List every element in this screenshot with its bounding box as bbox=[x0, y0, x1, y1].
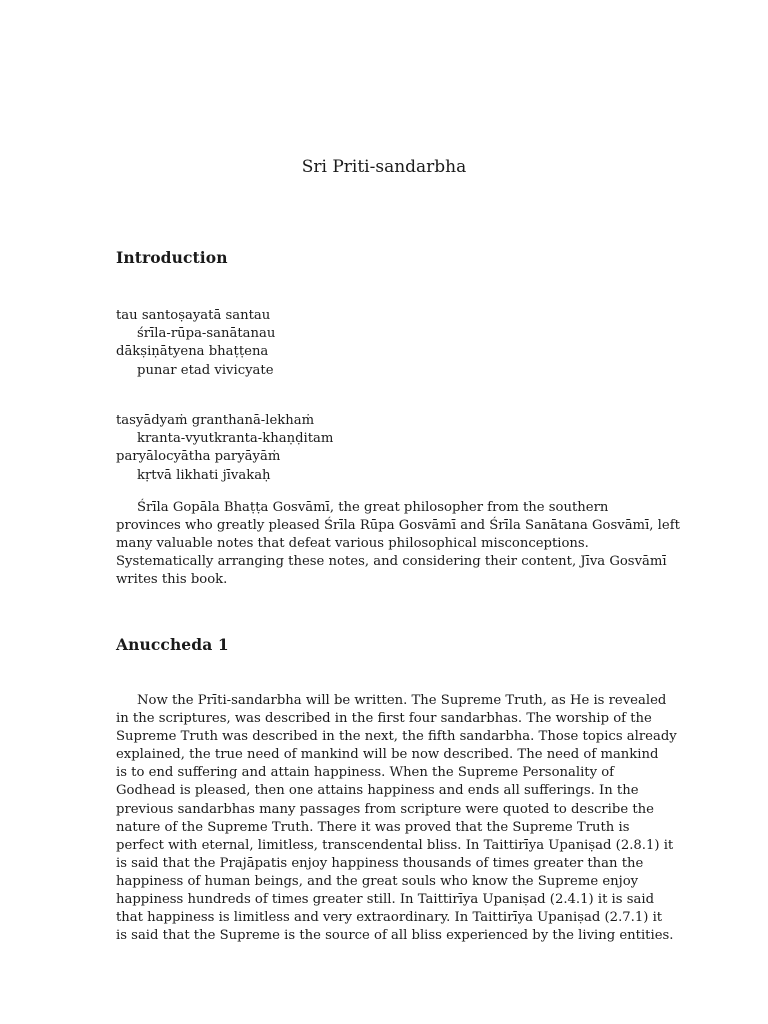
paragraph-line: previous sandarbhas many passages from scripture were quoted to describe the bbox=[116, 801, 654, 817]
verse-line: dākṣiṇātyena bhaṭṭena bbox=[116, 344, 269, 360]
verse-line: tau santoṣayatā santau bbox=[116, 308, 271, 323]
verse-line: paryālocyātha paryāyāṁ bbox=[116, 449, 281, 465]
paragraph-line: in the scriptures, was described in the first four sandarbhas. The worship of the bbox=[116, 711, 652, 727]
paragraph-line: Śrīla Gopāla Bhaṭṭa Gosvāmī, the great philosopher from the southern bbox=[137, 500, 609, 515]
introduction-heading: Introduction bbox=[116, 248, 228, 267]
anuccheda-1-heading: Anuccheda 1 bbox=[116, 635, 229, 654]
paragraph-line: Now the Prīti-sandarbha will be written. The Supreme Truth, as He is revealed bbox=[137, 693, 667, 708]
verse-line: tasyādyaṁ granthanā-lekhaṁ bbox=[116, 413, 315, 428]
paragraph-line: perfect with eternal, limitless, transcendental bliss. In Taittirīya Upaniṣad (2.8.1) it bbox=[116, 837, 674, 853]
paragraph-line: happiness hundreds of times greater still. In Taittirīya Upaniṣad (2.4.1) it is said bbox=[116, 892, 655, 908]
introduction-paragraph bbox=[116, 499, 680, 589]
anuccheda-1-paragraph bbox=[116, 692, 677, 945]
paragraph-line: is said that the Supreme is the source of all bliss experienced by the living entities. bbox=[116, 928, 674, 944]
paragraph-line: that happiness is limitless and very extraordinary. In Taittirīya Upaniṣad (2.7.1) it bbox=[116, 910, 663, 926]
paragraph-line: happiness of human beings, and the great souls who know the Supreme enjoy bbox=[116, 873, 639, 889]
paragraph-line: is to end suffering and attain happiness. When the Supreme Personality of bbox=[116, 765, 615, 781]
paragraph-line: writes this book. bbox=[116, 572, 228, 588]
verse-line: śrīla-rūpa-sanātanau bbox=[137, 326, 276, 342]
paragraph-line: nature of the Supreme Truth. There it was proved that the Supreme Truth is bbox=[116, 819, 630, 835]
verse-line: punar etad vivicyate bbox=[137, 362, 274, 378]
paragraph-line: is said that the Prajāpatis enjoy happiness thousands of times greater than the bbox=[116, 855, 644, 871]
paragraph-line: explained, the true need of mankind will be now described. The need of mankind bbox=[116, 747, 659, 763]
verse-line: kranta-vyutkranta-khaṇḍitam bbox=[137, 431, 334, 447]
sanskrit-verse-1 bbox=[116, 307, 275, 380]
sanskrit-verse-2 bbox=[116, 412, 333, 485]
verse-line: kṛtvā likhati jīvakaḥ bbox=[137, 467, 271, 483]
paragraph-line: Supreme Truth was described in the next, the fifth sandarbha. Those topics already bbox=[116, 729, 677, 745]
paragraph-line: Systematically arranging these notes, and considering their content, Jīva Gosvāmī bbox=[116, 554, 667, 570]
paragraph-line: many valuable notes that defeat various philosophical misconceptions. bbox=[116, 536, 589, 552]
document-title: Sri Priti-sandarbha bbox=[301, 157, 467, 177]
paragraph-line: Godhead is pleased, then one attains happiness and ends all sufferings. In the bbox=[116, 783, 639, 799]
paragraph-line: provinces who greatly pleased Śrīla Rūpa Gosvāmī and Śrīla Sanātana Gosvāmī, left bbox=[116, 518, 680, 534]
